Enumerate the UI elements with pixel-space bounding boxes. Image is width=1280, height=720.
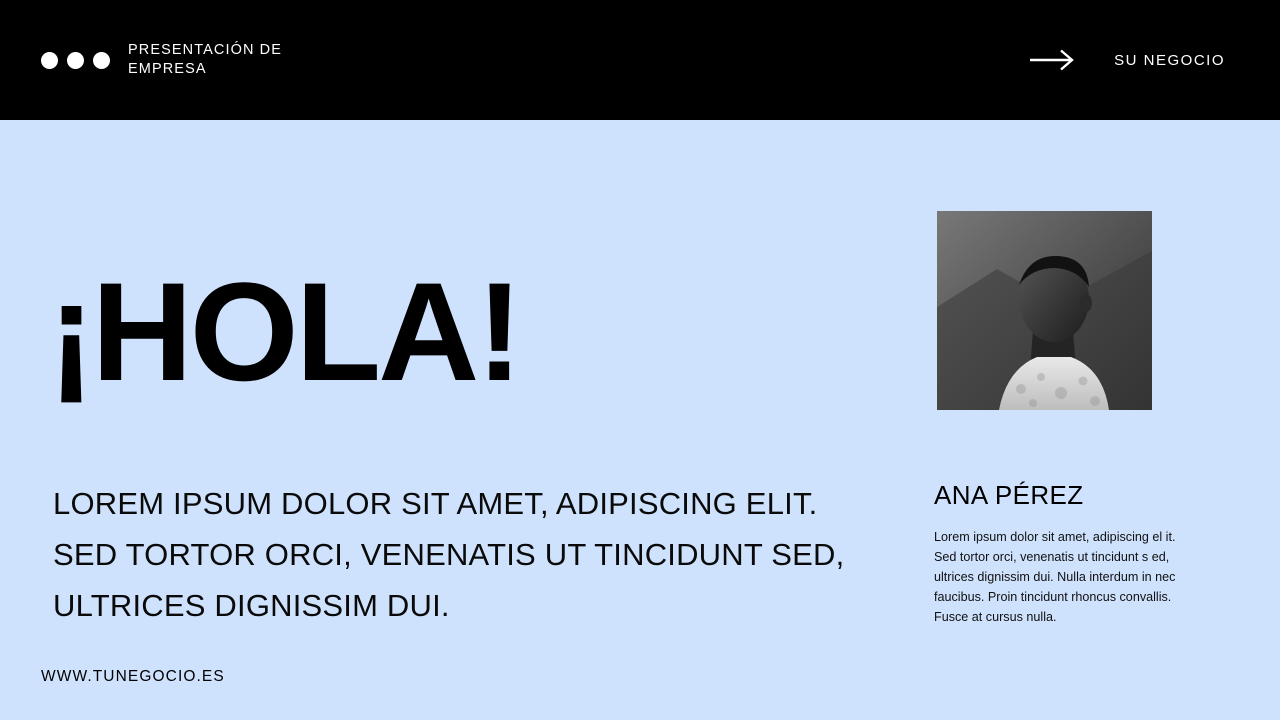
page-title: ¡HOLA! bbox=[48, 253, 520, 410]
dot-1 bbox=[41, 52, 58, 69]
three-dots-icon bbox=[41, 52, 110, 69]
brand-title: PRESENTACIÓN DE EMPRESA bbox=[128, 42, 283, 77]
person-name: ANA PÉREZ bbox=[934, 480, 1084, 510]
dot-3 bbox=[93, 52, 110, 69]
subtitle-text: LOREM IPSUM DOLOR SIT AMET, ADIPISCING ELIT. SED TORTOR ORCI, VENENATIS UT TINCIDUNT SED, ULTRICES DIGNISSIM DUI. bbox=[53, 486, 845, 623]
dot-2 bbox=[67, 52, 84, 69]
client-label: SU NEGOCIO bbox=[1114, 51, 1225, 69]
brand bbox=[41, 41, 313, 79]
person-bio: Lorem ipsum dolor sit amet, adipiscing el it. Sed tortor orci, venenatis ut tincidunt s ed, ultrices dignissim dui. Nulla interdum in nec faucibus. Proin tincidunt rhoncus convallis. Fusce at cursus nulla. bbox=[934, 530, 1176, 624]
website-url: WWW.TUNEGOCIO.ES bbox=[41, 668, 225, 685]
header-bar bbox=[0, 0, 1280, 120]
arrow-right-icon[interactable] bbox=[1030, 49, 1076, 71]
header-right-group bbox=[1030, 0, 1225, 120]
portrait-photo bbox=[937, 211, 1152, 410]
